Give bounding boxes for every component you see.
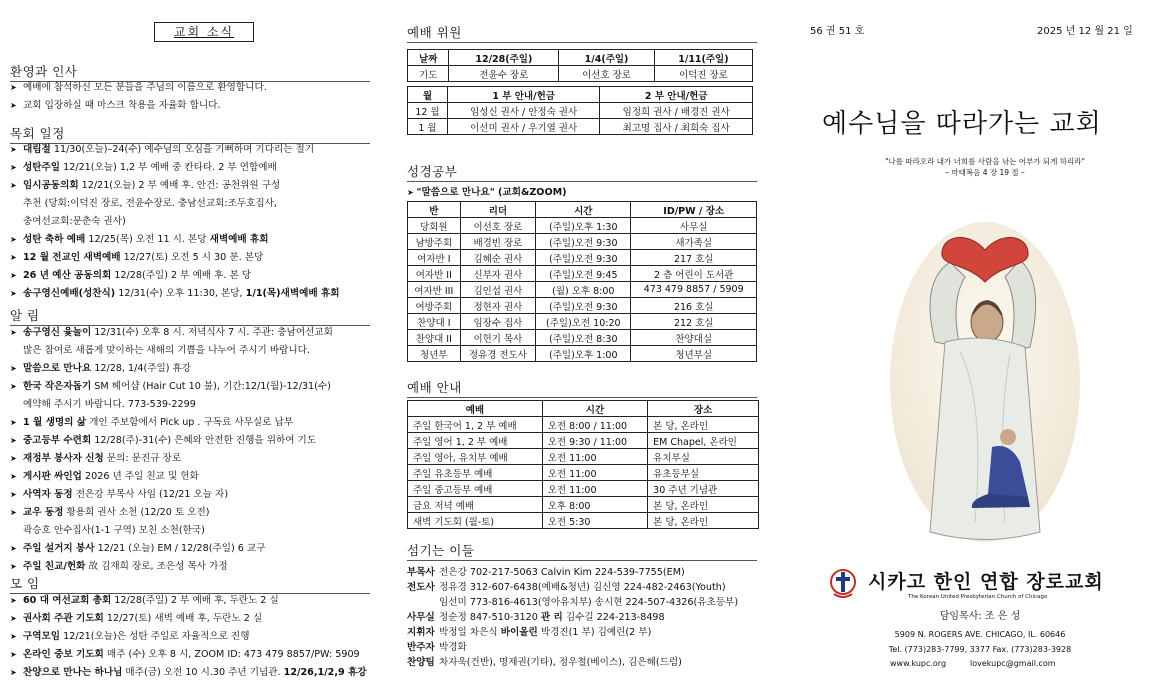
item-text: 곽승호 안수집사(1-1 구역) 모친 소천(한국): [23, 525, 205, 536]
table-row: [408, 119, 753, 135]
servant-role: 전도사: [407, 582, 435, 593]
welcome-heading: 환영과 인사: [10, 62, 370, 82]
list-item: [10, 177, 380, 195]
list-item: [10, 360, 380, 378]
table-cell: 배경빈 장로: [460, 234, 536, 250]
table-cell: 정현자 권사: [460, 298, 536, 314]
item-text: 11/30(오늘)–24(수) 예수님의 오심을 기뻐하며 기다리는 절기: [50, 144, 315, 155]
servant-names: 박경화: [439, 642, 467, 653]
worship-committee-table: [407, 49, 753, 82]
table-cell: (주일)오후 1:00: [536, 346, 631, 362]
servant-role: 지휘자: [407, 627, 435, 638]
table-header-row: [408, 87, 753, 103]
list-item: [10, 141, 380, 159]
list-item: [10, 231, 380, 249]
item-bold: 한국 작은자돕기: [23, 381, 92, 392]
notice-list: [10, 324, 380, 576]
list-item: [10, 324, 380, 342]
scripture-quote: [845, 156, 1125, 178]
table-cell: 찬양대 I: [408, 314, 461, 330]
item-bold: 중고등부 수련회: [23, 435, 92, 446]
table-cell: 본 당, 온라인: [648, 417, 759, 433]
table-cell: 473 479 8857 / 5909: [631, 282, 757, 298]
notice-heading: 알 림: [10, 306, 370, 326]
table-cell: 새벽 기도회 (월-토): [408, 513, 543, 529]
item-bold: 26 년 예산 공동의회: [23, 270, 112, 281]
table-cell: (주일)오전 9:30: [536, 298, 631, 314]
list-item: [10, 195, 380, 213]
list-item: [10, 396, 380, 414]
issue-date: 2025 년 12 월 21 일: [1037, 26, 1133, 37]
table-header-row: [408, 202, 757, 218]
servant-names: 김수길 224-213-8498: [562, 612, 665, 623]
usher-table: [407, 86, 753, 135]
servant-names: 박경진(1 부) 김예린(2 부): [537, 627, 652, 638]
servant-row: [407, 610, 767, 625]
table-cell: 김혜순 권사: [460, 250, 536, 266]
bullet-arrow-icon: ➤: [10, 289, 17, 298]
item-bold: 주일 설거지 봉사: [23, 543, 95, 554]
worship-committee-heading: 예배 위원: [407, 23, 757, 43]
item-text: 12/28(주일) 2 부 예배 후, 두란노 2 실: [111, 595, 279, 606]
table-cell: 찬양대 II: [408, 330, 461, 346]
list-item: [10, 592, 380, 610]
table-cell: 12 월: [408, 103, 448, 119]
servant-role: 사무실: [407, 612, 435, 623]
table-cell: 청년부: [408, 346, 461, 362]
table-row: [408, 465, 759, 481]
table-row: [408, 218, 757, 234]
bible-study-sub-text: "말씀으로 만나요" (교회&ZOOM): [416, 187, 567, 198]
item-bold: 말씀으로 만나요: [23, 363, 92, 374]
table-cell: 청년부실: [631, 346, 757, 362]
item-bold: 사역자 동정: [23, 489, 73, 500]
table-cell: (주일)오전 9:30: [536, 250, 631, 266]
table-cell: EM Chapel, 온라인: [648, 433, 759, 449]
item-text: 12/28(주일) 2 부 예배 후. 본 당: [111, 270, 252, 281]
table-cell: 이덕진 장로: [654, 66, 752, 82]
list-item: [10, 450, 380, 468]
table-cell: 212 호실: [631, 314, 757, 330]
servant-names: 임선미 773-816-4613(영아유치부) 송시현 224-507-4326(유초등부): [439, 597, 739, 608]
table-cell: 오전 9:30 / 11:00: [542, 433, 647, 449]
item-bold: 구역모임: [23, 631, 61, 642]
table-cell: 최고명 집사 / 최희숙 집사: [600, 119, 753, 135]
item-bold: 1 월 생명의 삶: [23, 417, 87, 428]
table-row: [408, 417, 759, 433]
quote-reference: – 마태복음 4 장 19 절 –: [945, 168, 1025, 177]
table-cell: 2 층 어린이 도서관: [631, 266, 757, 282]
table-header-cell: 시간: [536, 202, 631, 218]
servant-row: [407, 625, 767, 640]
table-cell: 김인섭 권사: [460, 282, 536, 298]
list-item: [10, 159, 380, 177]
servants-heading: 섬기는 이들: [407, 541, 757, 561]
welcome-list: [10, 79, 380, 115]
bullet-arrow-icon: ➤: [10, 472, 17, 481]
item-bold: 임시공동의회: [23, 180, 79, 191]
list-item: [10, 432, 380, 450]
bullet-arrow-icon: ➤: [10, 436, 17, 445]
pastoral-list: [10, 141, 380, 303]
church-logo-icon: [830, 567, 856, 601]
list-item: ➤ 교회 입장하실 때 마스크 착용을 자율화 합니다.: [10, 100, 221, 111]
list-item: ➤ 예배에 참석하신 모든 분들을 주님의 이름으로 환영합니다.: [10, 82, 267, 93]
servants-list: [407, 565, 767, 670]
servant-role: 관 리: [540, 612, 563, 623]
list-item: [10, 646, 380, 664]
list-item: [10, 664, 380, 682]
servant-role: 찬양팀: [407, 657, 435, 668]
bullet-arrow-icon: ➤: [10, 235, 17, 244]
item-text: 12/27(토) 새벽 예배 후, 두란노 2 실: [103, 613, 263, 624]
list-item: [10, 522, 380, 540]
bullet-arrow-icon: ➤: [10, 562, 17, 571]
table-cell: 주일 한국어 1, 2 부 예배: [408, 417, 543, 433]
item-bold: 재정부 봉사자 신청: [23, 453, 104, 464]
servant-names: 정순정 847-510-3120: [439, 612, 541, 623]
table-cell: (월) 오후 8:00: [536, 282, 631, 298]
table-header-cell: ID/PW / 장소: [631, 202, 757, 218]
table-cell: 오전 5:30: [542, 513, 647, 529]
table-row: [408, 346, 757, 362]
table-cell: 주일 영어 1, 2 부 예배: [408, 433, 543, 449]
item-bold: 새벽예배 휴회: [209, 234, 269, 245]
item-text: 예약해 주시기 바랍니다. 773-539-2299: [23, 399, 196, 410]
table-cell: 이헌기 목사: [460, 330, 536, 346]
table-row: [408, 103, 753, 119]
table-header-cell: 예배: [408, 401, 543, 417]
item-text: 교회 입장하실 때 마스크 착용을 자율화 합니다.: [23, 100, 221, 111]
table-header-cell: 월: [408, 87, 448, 103]
table-cell: 유치부실: [648, 449, 759, 465]
bullet-arrow-icon: ➤: [10, 328, 17, 337]
bullet-arrow-icon: ➤: [10, 508, 17, 517]
item-text: 추천 (당회:이덕진 장로, 전윤수장로. 충남선교회:조두호집사,: [23, 198, 277, 209]
meeting-heading: 모 임: [10, 574, 370, 594]
item-text: 12/21(오늘) 1,2 부 예배 중 칸타타. 2 부 연합예배: [60, 162, 277, 173]
table-cell: 여자반 II: [408, 266, 461, 282]
table-cell: 주일 영아, 유치부 예배: [408, 449, 543, 465]
list-item: [10, 267, 380, 285]
item-text: 12/31(수) 오후 8 시. 저녁식사 7 시. 주관: 충남여선교회: [91, 327, 333, 338]
servant-names: 정유경 312-607-6438(예배&청년) 김신영 224-482-2463(Youth): [439, 582, 726, 593]
bullet-arrow-icon: ➤: [10, 163, 17, 172]
table-cell: 여자반 I: [408, 250, 461, 266]
item-text: 12/27(토) 오전 5 시 30 분. 본당: [120, 252, 264, 263]
table-cell: 30 주년 기념관: [648, 481, 759, 497]
bullet-arrow-icon: ➤: [10, 614, 17, 623]
item-bold: 성탄 축하 예배: [23, 234, 86, 245]
servant-names: 전은강 702-217-5063 Calvin Kim 224-539-7755(EM): [439, 567, 685, 578]
item-bold: 성탄주일: [23, 162, 61, 173]
servant-row: [407, 655, 767, 670]
table-cell: 신부자 권사: [460, 266, 536, 282]
table-cell: 주일 유초등부 예배: [408, 465, 543, 481]
table-cell: (주일)오전 8:30: [536, 330, 631, 346]
item-bold: 교우 동정: [23, 507, 64, 518]
church-phone: Tel. (773)283-7799, 3377 Fax. (773)283-3928: [888, 645, 1072, 654]
church-name: 시카고 한인 연합 장로교회: [868, 571, 1104, 593]
list-item: [10, 486, 380, 504]
table-row: [408, 282, 757, 298]
item-text: 문의: 문진규 장로: [103, 453, 182, 464]
table-cell: 찬양대실: [631, 330, 757, 346]
item-text: 2026 년 주일 친교 및 헌화: [81, 471, 199, 482]
quote-text: "나를 따라오라 내가 너희를 사람을 낚는 어부가 되게 하리라": [885, 157, 1085, 166]
table-cell: 이선호 장로: [559, 66, 655, 82]
table-row: [408, 298, 757, 314]
table-cell: 오전 11:00: [542, 481, 647, 497]
table-cell: (주일)오전 9:30: [536, 234, 631, 250]
table-cell: 금요 저녁 예배: [408, 497, 543, 513]
table-cell: 기도: [408, 66, 449, 82]
item-text: 12/21(오늘)은 성탄 주일로 자율적으로 진행: [60, 631, 250, 642]
table-header-cell: 1 부 안내/헌금: [447, 87, 600, 103]
table-row: [408, 314, 757, 330]
table-row: [408, 513, 759, 529]
item-bold: 60 대 여선교회 총회: [23, 595, 112, 606]
bullet-arrow-icon: ➤: [10, 544, 17, 553]
list-item: [10, 504, 380, 522]
list-item: [10, 378, 380, 396]
table-header-cell: 날짜: [408, 50, 449, 66]
item-text: 12/28(주)-31(수) 은혜와 안전한 진행을 위하여 기도: [91, 435, 317, 446]
table-cell: 유초등부실: [648, 465, 759, 481]
bullet-arrow-icon: ➤: [10, 668, 17, 677]
list-item: [10, 285, 380, 303]
item-bold: 온라인 중보 기도회: [23, 649, 104, 660]
servant-row: [407, 595, 767, 610]
bullet-arrow-icon: ➤: [10, 632, 17, 641]
list-item: [10, 468, 380, 486]
item-text: 많은 참여로 새롭게 맞이하는 새해의 기쁨을 나누어 주시기 바랍니다.: [23, 345, 310, 356]
table-cell: 새가족실: [631, 234, 757, 250]
item-text: 매주(금) 오전 10 시.30 주년 기념관.: [122, 667, 284, 678]
table-row: [408, 449, 759, 465]
item-bold: 찬양으로 만나는 하나님: [23, 667, 123, 678]
servant-row: [407, 565, 767, 580]
table-cell: 남방주회: [408, 234, 461, 250]
church-address: 5909 N. ROGERS AVE. CHICAGO, IL. 60646: [894, 630, 1066, 639]
item-text: 매주 (수) 오후 8 시, ZOOM ID: 473 479 8857/PW: 5909: [103, 649, 360, 660]
table-cell: 본 당, 온라인: [648, 497, 759, 513]
table-cell: 여방주회: [408, 298, 461, 314]
table-cell: 사무실: [631, 218, 757, 234]
item-bold: 송구영신 윷놀이: [23, 327, 92, 338]
table-cell: 전윤수 장로: [449, 66, 559, 82]
item-bold: 주일 친교/헌화: [23, 561, 86, 572]
bullet-arrow-icon: ➤: [10, 650, 17, 659]
list-item: [10, 628, 380, 646]
table-cell: 임장수 집사: [460, 314, 536, 330]
list-item: [10, 414, 380, 432]
list-item: [10, 610, 380, 628]
item-text: 황용희 권사 소천 (12/20 토 오전): [63, 507, 210, 518]
bullet-arrow-icon: ➤: [10, 271, 17, 280]
servant-role: 부목사: [407, 567, 435, 578]
table-header-cell: 장소: [648, 401, 759, 417]
table-row: [408, 481, 759, 497]
bullet-arrow-icon: ➤: [10, 418, 17, 427]
item-bold: 12/26,1/2,9 휴강: [283, 667, 367, 678]
table-cell: 임성신 권사 / 안정숙 권사: [447, 103, 600, 119]
table-row: [408, 234, 757, 250]
item-text: 12/21 (오늘) EM / 12/28(주일) 6 교구: [94, 543, 266, 554]
table-cell: 정유경 전도사: [460, 346, 536, 362]
table-header-cell: 12/28(주일): [449, 50, 559, 66]
item-text: 12/28, 1/4(주일) 휴강: [91, 363, 192, 374]
service-table: [407, 400, 759, 529]
bullet-arrow-icon: ➤: [10, 364, 17, 373]
servant-role: 바이올린: [500, 627, 538, 638]
table-cell: 임정희 권사 / 배경진 권사: [600, 103, 753, 119]
servant-names: 박정일 차은식: [439, 627, 501, 638]
table-cell: 본 당, 온라인: [648, 513, 759, 529]
item-bold: 대림절: [23, 144, 51, 155]
item-text: 예배에 참석하신 모든 분들을 주님의 이름으로 환영합니다.: [23, 82, 267, 93]
item-bold: 게시판 싸인업: [23, 471, 82, 482]
item-text: 충여선교회:문춘숙 권사): [23, 216, 126, 227]
notice-title: 교회 소식: [154, 22, 254, 42]
item-text: 개인 주보함에서 Pick up . 구독료 사무실로 납부: [86, 417, 294, 428]
bullet-arrow-icon: ➤: [10, 454, 17, 463]
table-cell: 오후 8:00: [542, 497, 647, 513]
table-cell: 1 월: [408, 119, 448, 135]
table-cell: 오전 8:00 / 11:00: [542, 417, 647, 433]
list-item: [10, 342, 380, 360]
table-cell: 당회원: [408, 218, 461, 234]
bullet-arrow-icon: ➤: [10, 596, 17, 605]
church-motto-title: 예수님을 따라가는 교회: [822, 109, 1102, 139]
pastoral-heading: 목회 일정: [10, 124, 370, 144]
item-bold: 1/1(목)새벽예배 휴회: [245, 288, 340, 299]
table-cell: 오전 11:00: [542, 465, 647, 481]
bullet-arrow-icon: ➤: [10, 181, 17, 190]
church-website[interactable]: www.kupc.org: [890, 659, 947, 668]
servant-names: 차자욱(건반), 명제권(기타), 정우철(베이스), 김은혜(드럼): [439, 657, 682, 668]
bullet-arrow-icon: ➤: [10, 382, 17, 391]
list-item: [10, 213, 380, 231]
table-cell: 216 호실: [631, 298, 757, 314]
servant-row: [407, 580, 767, 595]
servant-row: [407, 640, 767, 655]
servant-role: 반주자: [407, 642, 435, 653]
table-header-cell: 리더: [460, 202, 536, 218]
table-header-cell: 시간: [542, 401, 647, 417]
table-header-cell: 1/11(주일): [654, 50, 752, 66]
table-cell: 이선호 장로: [460, 218, 536, 234]
table-cell: 이선미 권사 / 우기열 권사: [447, 119, 600, 135]
table-cell: 여자반 III: [408, 282, 461, 298]
table-row: [408, 250, 757, 266]
table-row: [408, 497, 759, 513]
table-cell: (주일)오후 1:30: [536, 218, 631, 234]
table-cell: 오전 11:00: [542, 449, 647, 465]
table-cell: (주일)오전 9:45: [536, 266, 631, 282]
list-item: [10, 540, 380, 558]
service-heading: 예배 안내: [407, 378, 757, 398]
volume-number: 56 권 51 호: [810, 26, 865, 37]
table-cell: (주일)오전 10:20: [536, 314, 631, 330]
table-cell: 217 호실: [631, 250, 757, 266]
church-email[interactable]: lovekupc@gmail.com: [970, 659, 1056, 668]
item-text: SM 헤어샵 (Hair Cut 10 불), 기간:12/1(월)-12/31(수): [91, 381, 331, 392]
bible-study-heading: 성경공부: [407, 162, 757, 182]
table-row: [408, 266, 757, 282]
item-text: 12/31(수) 오후 11:30, 본당,: [115, 288, 246, 299]
table-cell: 주일 중고등부 예배: [408, 481, 543, 497]
church-name-english: The Korean United Presbyterian Church of Chicago: [908, 594, 1048, 600]
item-text: 전은강 부목사 사임 (12/21 오늘 자): [72, 489, 229, 500]
table-row: [408, 330, 757, 346]
table-row: [408, 433, 759, 449]
item-bold: 송구영신예배(성찬식): [23, 288, 116, 299]
table-header-cell: 2 부 안내/헌금: [600, 87, 753, 103]
table-header-cell: 반: [408, 202, 461, 218]
list-item: [10, 249, 380, 267]
bullet-arrow-icon: ➤: [10, 253, 17, 262]
table-header-cell: 1/4(주일): [559, 50, 655, 66]
senior-pastor: 담임목사: 조 은 성: [939, 611, 1021, 622]
item-text: 12/25(목) 오전 11 시. 본당: [85, 234, 210, 245]
item-text: 故 김재희 장로, 조은성 목사 가정: [85, 561, 228, 572]
bullet-arrow-icon: ➤: [10, 145, 17, 154]
jesus-heart-illustration: [880, 222, 1080, 552]
table-header-row: [408, 401, 759, 417]
bible-study-table: [407, 201, 757, 362]
item-bold: 권사회 주관 기도회: [23, 613, 104, 624]
meeting-list: [10, 592, 380, 682]
item-text: 12/21(오늘) 2 부 예배 후. 안건: 공천위원 구성: [78, 180, 281, 191]
item-bold: 12 월 전교인 새벽예배: [23, 252, 121, 263]
bullet-arrow-icon: ➤: [10, 490, 17, 499]
bible-study-sub: ➤ "말씀으로 만나요" (교회&ZOOM): [407, 187, 567, 198]
